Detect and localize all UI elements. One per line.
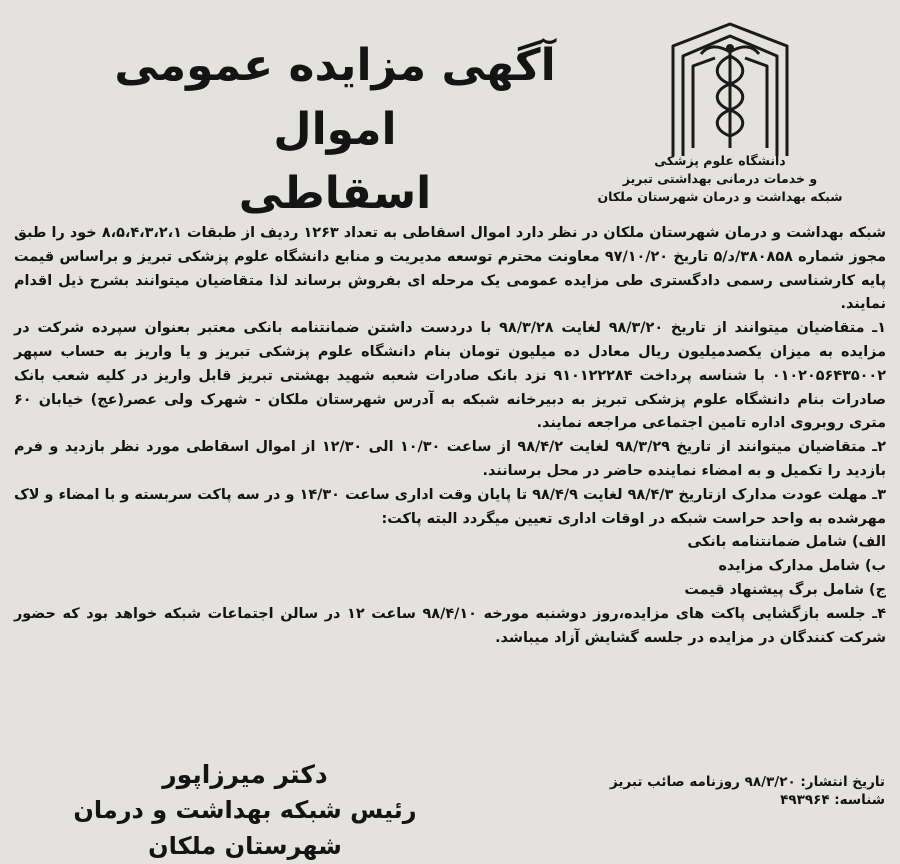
signatory-role: رئیس شبکه بهداشت و درمان شهرستان ملکان <box>73 796 417 860</box>
network-name: شبکه بهداشت و درمان شهرستان ملکان <box>597 189 843 204</box>
clause-1: ۱ـ متقاضیان میتوانند از تاریخ ۹۸/۳/۲۰ لغایت ۹۸/۳/۲۸ با دردست داشتن ضمانتنامه بانکی معتبر بعنوان سپرده شرکت در مزایده به میزان یکصدمیلیون ریال معادل ده میلیون تومان بنام دانشگاه علوم پزشکی تبریز و یا واریز به حساب سپهر ۰۱۰۲۰۵۶۴۳۵۰۰۲ با شناسه پرداخت ۹۱۰۱۲۲۲۸۴ نزد بانک صادرات شعبه شهید بهشتی تبریز قابل واریز در کلیه شعب بانک صادرات بنام دانشگاه علوم پزشکی تبریز به دبیرخانه شبکه به آدرس شهرستان ملکان - شهرک ولی عصر(عج) خیابان ۶۰ متری روبروی اداره تامین اجتماعی مراجعه نمایند. <box>14 320 886 432</box>
packet-b: ب) شامل مدارک مزایده <box>718 558 886 575</box>
title-line-2: اسقاطی <box>238 168 432 219</box>
university-logo <box>655 16 805 161</box>
publication-date: تاریخ انتشار: ۹۸/۳/۲۰ روزنامه صائب تبریز <box>610 774 885 790</box>
clause-4: ۴ـ جلسه بازگشایی پاکت های مزایده،روز دوشنبه مورخه ۹۸/۴/۱۰ ساعت ۱۲ در سالن اجتماعات شبکه خواهد بود که حضور شرکت کنندگان در مزایده در جلسه گشایش آزاد میباشد. <box>14 605 887 646</box>
page-title <box>80 34 590 226</box>
packet-a: الف) شامل ضمانتنامه بانکی <box>687 534 886 551</box>
packet-c: ج) شامل برگ پیشنهاد قیمت <box>684 581 886 598</box>
title-line-1: آگهی مزایده عمومی اموال <box>114 40 556 155</box>
publication-info <box>560 773 885 809</box>
clause-3: ۳ـ مهلت عودت مدارک ازتاریخ ۹۸/۴/۳ لغایت ۹۸/۴/۹ تا پایان وقت اداری ساعت ۱۴/۳۰ و در سه پاکت سربسته و با امضاء و لاک مهرشده به واحد حراست شبکه در اوقات اداری تعیین میگردد البته پاکت: <box>14 486 886 527</box>
clause-2: ۲ـ متقاضیان میتوانند از تاریخ ۹۸/۳/۲۹ لغایت ۹۸/۴/۲ از ساعت ۱۰/۳۰ الی ۱۲/۳۰ از اموال اسقاطی مورد نظر بازدید و فرم بازدید را تکمیل و به امضاء نماینده حاضر در محل برسانند. <box>14 439 887 479</box>
notice-body <box>14 222 886 650</box>
university-subtitle: و خدمات درمانی بهداشتی تبریز <box>622 171 818 186</box>
university-caption <box>595 152 845 206</box>
publication-id: شناسه: ۴۹۳۹۶۴ <box>780 792 885 808</box>
signatory-name: دکتر میرزاپور <box>162 760 328 789</box>
intro-paragraph: شبکه بهداشت و درمان شهرستان ملکان در نظر دارد اموال اسقاطی به تعداد ۱۲۶۳ ردیف از طبقات ۸،۵،۴،۳،۲،۱ خود را طبق مجوز شماره ۳۸۰۸۵۸/د/۵ تاریخ ۹۷/۱۰/۲۰ معاونت محترم توسعه مدیریت و منابع دانشگاه علوم پزشکی تبریز و براساس قیمت پایه کارشناسی رسمی دادگستری طی مزایده عمومی یک مرحله ای بفروش برساند لذا متقاضیان میتوانند بشرح ذیل اقدام نمایند. <box>14 225 887 313</box>
university-name: دانشگاه علوم پزشکی <box>654 153 786 168</box>
signature-block <box>30 758 460 864</box>
